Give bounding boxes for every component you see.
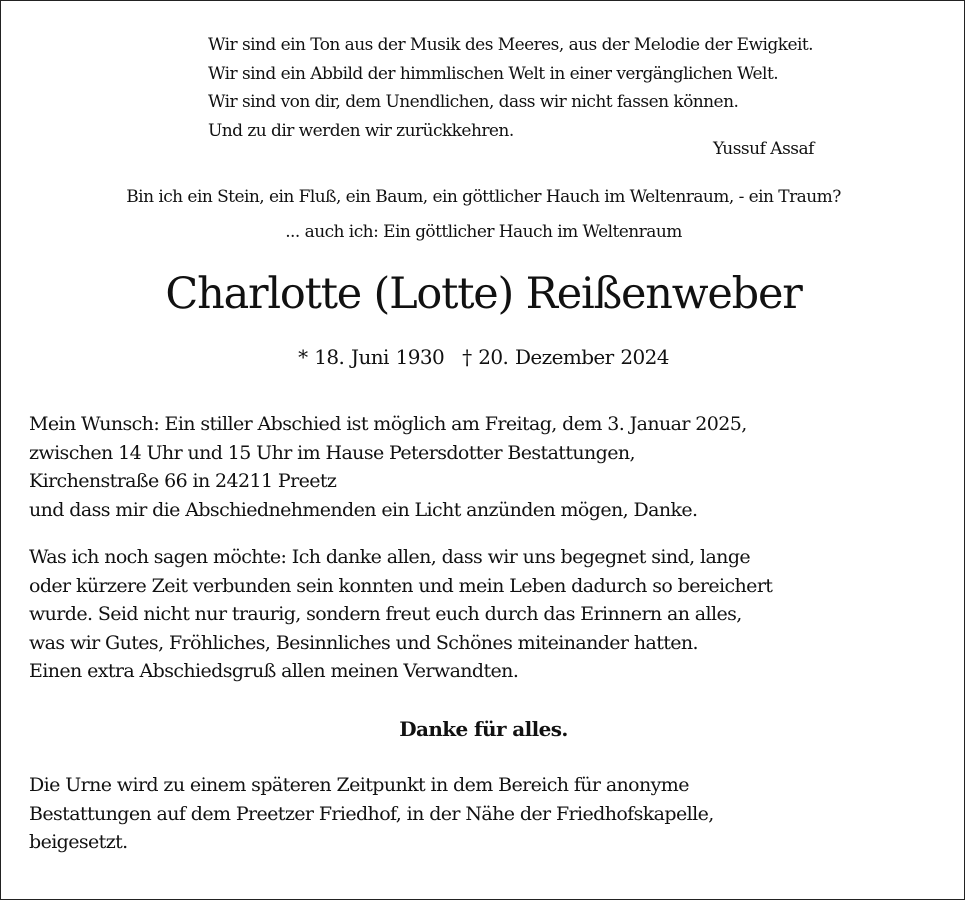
paragraph-line: zwischen 14 Uhr und 15 Uhr im Hause Petersdotter Bestattungen, [29,441,635,464]
paragraph-line: Was ich noch sagen möchte: Ich danke allen, dass wir uns begegnet sind, lange [29,546,751,568]
paragraph-line: oder kürzere Zeit verbunden sein konnten und mein Leben dadurch so bereichert [29,574,773,597]
paragraph-line: und dass mir die Abschiednehmenden ein Licht anzünden mögen, Danke. [29,498,698,521]
paragraph-line: was wir Gutes, Fröhliches, Besinnliches und Schönes miteinander hatten. [29,631,699,654]
life-dates [1,345,965,369]
paragraph-line: Kirchenstraße 66 in 24211 Preetz [29,470,337,492]
poem-line: Wir sind von dir, dem Unendlichen, dass wir nicht fassen können. [208,92,739,112]
poem-quote [208,31,813,145]
motto-line-2: ... auch ich: Ein göttlicher Hauch im Weltenraum [285,222,682,242]
death-date: † 20. Dezember 2024 [462,345,669,369]
paragraph-line: Mein Wunsch: Ein stiller Abschied ist möglich am Freitag, dem 3. Januar 2025, [29,413,747,435]
burial-paragraph [29,771,714,857]
deceased-name: Charlotte (Lotte) Reißenweber [165,269,802,319]
message-paragraph [29,543,772,686]
poem-line: Wir sind ein Abbild der himmlischen Welt in einer vergänglichen Welt. [208,63,779,84]
paragraph-line: Einen extra Abschiedsgruß allen meinen Verwandten. [29,660,519,682]
poem-author: Yussuf Assaf [713,139,814,159]
birth-date: * 18. Juni 1930 [298,345,445,369]
thanks-heading: Danke für alles. [399,717,568,741]
poem-line: Und zu dir werden wir zurückkehren. [208,120,514,141]
paragraph-line: Die Urne wird zu einem späteren Zeitpunkt in dem Bereich für anonyme [29,774,689,796]
motto-line-1: Bin ich ein Stein, ein Fluß, ein Baum, ein göttlicher Hauch im Weltenraum, - ein Traum? [126,187,841,207]
paragraph-line: Bestattungen auf dem Preetzer Friedhof, in der Nähe der Friedhofskapelle, [29,802,714,825]
poem-line: Wir sind ein Ton aus der Musik des Meeres, aus der Melodie der Ewigkeit. [208,35,814,55]
paragraph-line: beigesetzt. [29,831,128,853]
paragraph-line: wurde. Seid nicht nur traurig, sondern freut euch durch das Erinnern an alles, [29,603,742,625]
farewell-wish-paragraph [29,410,747,524]
